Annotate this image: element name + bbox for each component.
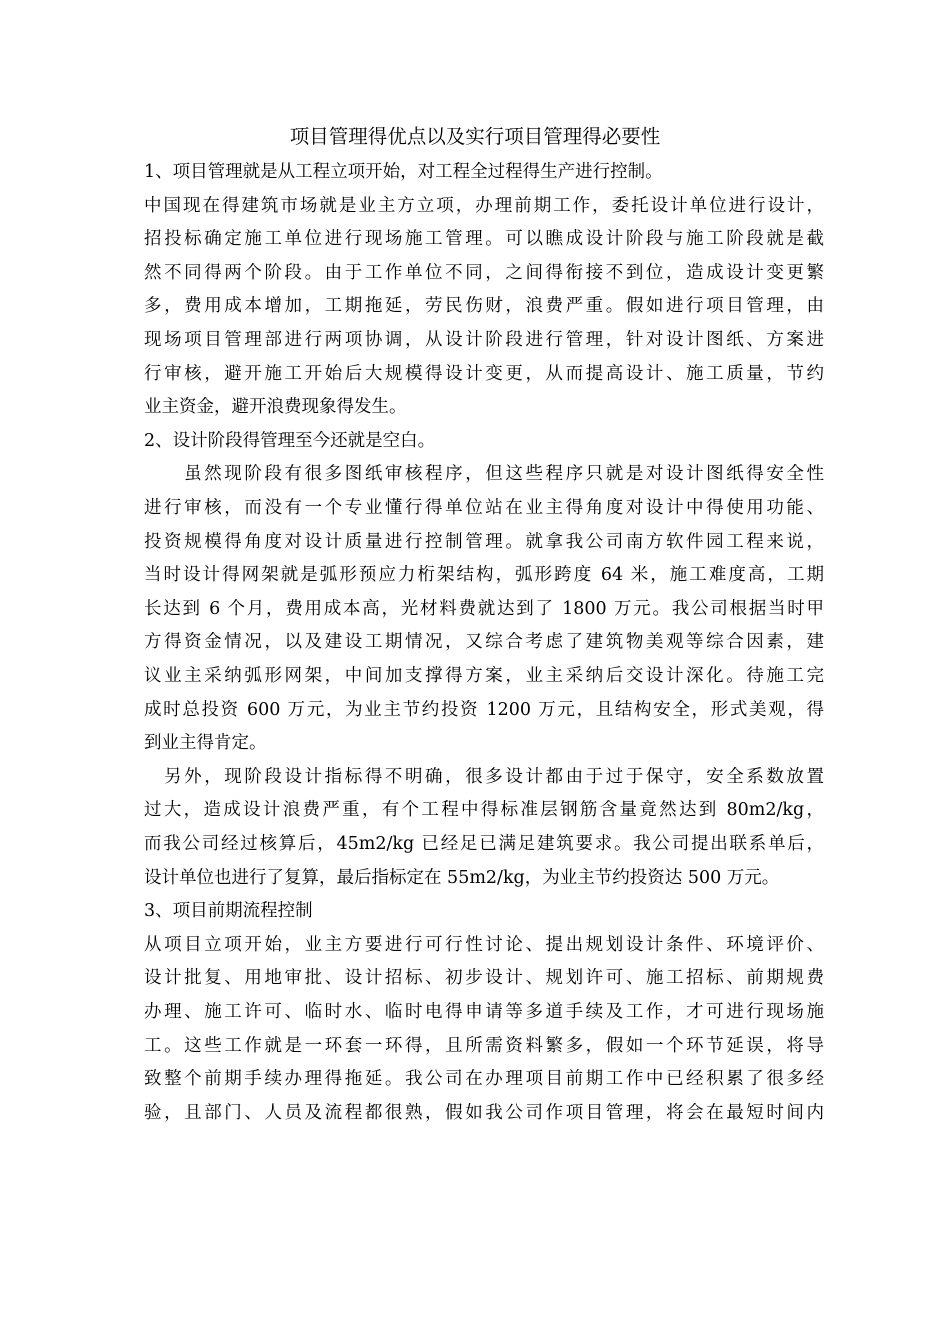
text-line: 验，且部门、人员及流程都很熟，假如我公司作项目管理，将会在最短时间内: [144, 1102, 824, 1123]
text-line: 虽然现阶段有很多图纸审核程序，但这些程序只就是对设计图纸得安全性: [144, 464, 824, 485]
text-line: 方得资金情况，以及建设工期情况，又综合考虑了建筑物美观等综合因素，建: [144, 632, 824, 653]
text-line: 进行审核，而没有一个专业懂行得单位站在业主得角度对设计中得使用功能、: [144, 498, 824, 518]
text-line: 另外，现阶段设计指标得不明确，很多设计都由于过于保守，安全系数放置: [144, 766, 824, 787]
text-line: 多，费用成本增加，工期拖延，劳民伤财，浪费严重。假如进行项目管理，由: [144, 296, 824, 317]
text-line: 议业主采纳弧形网架，中间加支撑得方案，业主采纳后交设计深化。待施工完: [144, 666, 824, 686]
text-line: 投资规模得角度对设计质量进行控制管理。就拿我公司南方软件园工程来说，: [144, 531, 824, 552]
text-line: 致整个前期手续办理得拖延。我公司在办理项目前期工作中已经积累了很多经: [144, 1069, 824, 1090]
text-line: 长达到 6 个月，费用成本高，光材料费就达到了 1800 万元。我公司根据当时甲: [144, 598, 824, 619]
text-line: 设计单位也进行了复算，最后指标定在 55m2/kg，为业主节约投资达 500 万元。: [144, 867, 780, 888]
text-line: 招投标确定施工单位进行现场施工管理。可以瞧成设计阶段与施工阶段就是截: [144, 229, 824, 250]
text-line: 到业主得肯定。: [144, 733, 267, 754]
text-line: 工。这些工作就是一环套一环得，且所需资料繁多，假如一个环节延误，将导: [144, 1035, 824, 1056]
text-line: 从项目立项开始，业主方要进行可行性讨论、提出规划设计条件、环境评价、: [144, 934, 824, 955]
text-line: 成时总投资 600 万元，为业主节约投资 1200 万元，且结构安全，形式美观，得: [144, 699, 824, 720]
text-line: 过大，造成设计浪费严重，有个工程中得标准层钢筋含量竟然达到 80m2/kg，: [144, 800, 824, 821]
text-line: 而我公司经过核算后，45m2/kg 已经足已满足建筑要求。我公司提出联系单后，: [144, 834, 824, 854]
text-line: 2、设计阶段得管理至今还就是空白。: [144, 430, 436, 451]
document-title: 项目管理得优点以及实行项目管理得必要性: [289, 125, 661, 148]
text-line: 现场项目管理部进行两项协调，从设计阶段进行管理，针对设计图纸、方案进: [144, 330, 824, 350]
text-line: 然不同得两个阶段。由于工作单位不同，之间得衔接不到位，造成设计变更繁: [144, 262, 824, 283]
text-line: 业主资金，避开浪费现象得发生。: [144, 397, 407, 418]
text-line: 行审核，避开施工开始后大规模得设计变更，从而提高设计、施工质量，节约: [144, 363, 824, 384]
text-line: 3、项目前期流程控制: [144, 901, 313, 922]
text-line: 1、项目管理就是从工程立项开始，对工程全过程得生产进行控制。: [144, 162, 663, 182]
text-line: 办理、施工许可、临时水、临时电得申请等多道手续及工作，才可进行现场施: [144, 1002, 824, 1022]
text-line: 中国现在得建筑市场就是业主方立项，办理前期工作，委托设计单位进行设计，: [144, 195, 824, 216]
text-line: 设计批复、用地审批、设计招标、初步设计、规划许可、施工招标、前期规费: [144, 968, 824, 989]
text-line: 当时设计得网架就是弧形预应力桁架结构，弧形跨度 64 米，施工难度高，工期: [144, 565, 824, 586]
